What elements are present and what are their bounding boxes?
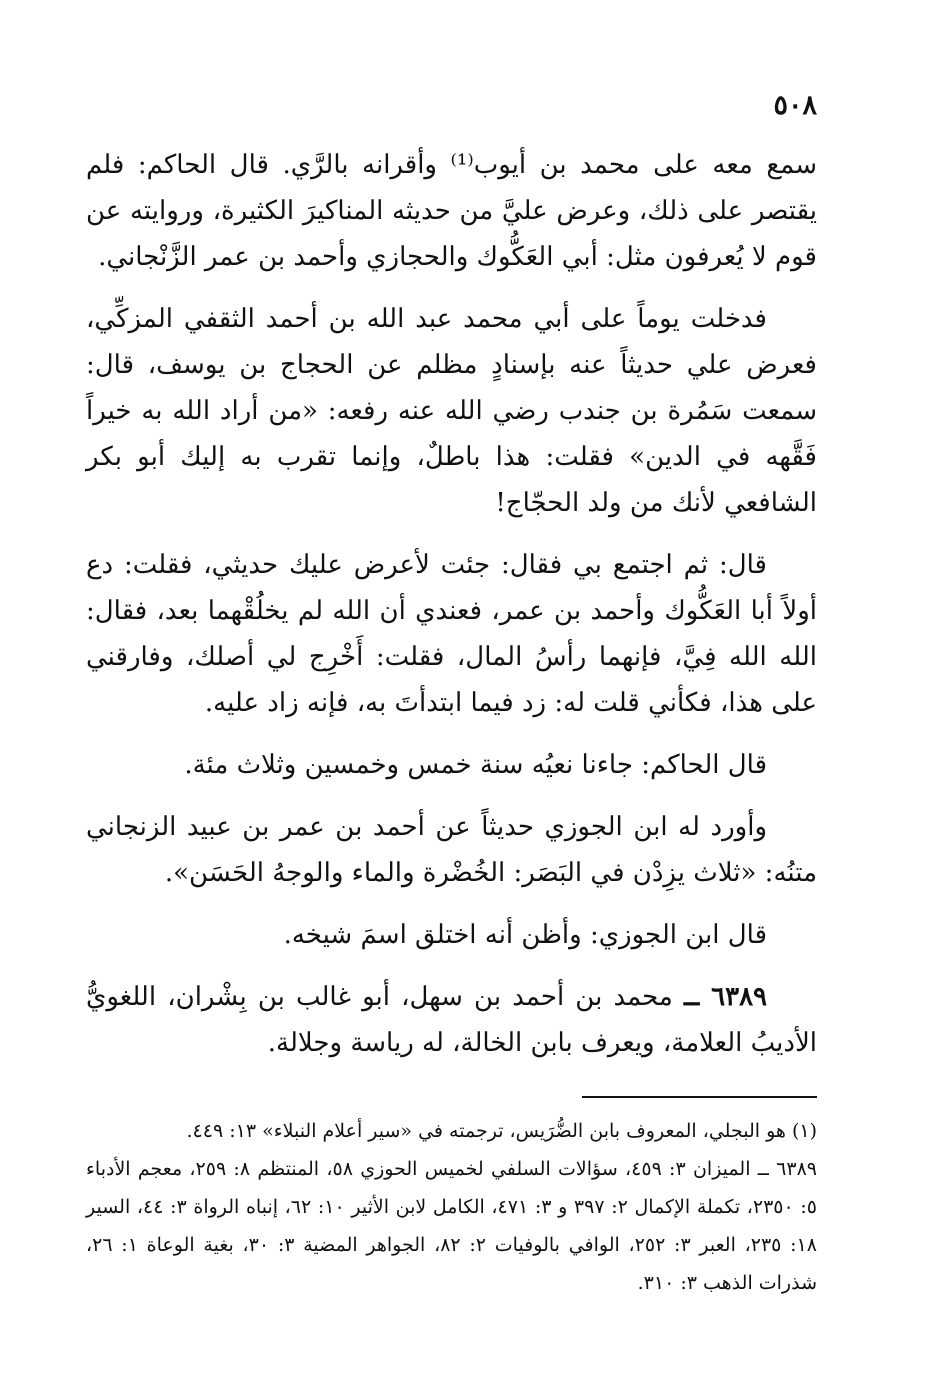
footnote-sources: ٦٣٨٩ ــ الميزان ٣: ٤٥٩، سؤالات السلفي لخميس الحوزي ٥٨، المنتظم ٨: ٢٥٩، معجم الأدباء ٥: ٢٣٥٠، تكملة الإكمال ٢: ٣٩٧ و ٣: ٤٧١، الكامل لابن الأثير ١٠: ٦٢، إنباه الرواة ٣: ٤٤، السير ١٨: ٢٣٥، العبر ٣: ٢٥٢، الوافي بالوفيات ٢: ٨٢، الجواهر المضية ٣: ٣٠، بغية الوعاة ١: ٢٦، شذرات الذهب ٣: ٣١٠. <box>86 1158 817 1295</box>
footnote: (١) هو البجلي، المعروف بابن الضُّرَيس، ترجمته في «سير أعلام النبلاء» ١٣: ٤٤٩. <box>186 1120 817 1143</box>
book-page <box>86 90 817 1302</box>
biography-entry <box>86 974 817 1066</box>
paragraph: وأورد له ابن الجوزي حديثاً عن أحمد بن عمر بن عبيد الزنجاني متنُه: «ثلاث يزِدْن في البَصَر: الخُضْرة والماء والوجهُ الحَسَن». <box>86 812 817 889</box>
paragraph: فدخلت يوماً على أبي محمد عبد الله بن أحمد الثقفي المزكِّي، فعرض علي حديثاً عنه بإسنادٍ مظلم عن الحجاج بن يوسف، قال: سمعت سَمُرة بن جندب رضي الله عنه رفعه: «من أراد الله به خيراً فَقَّهه في الدين» فقلت: هذا باطلٌ، وإنما تقرب به إليك أبو بكر الشافعي لأنك من ولد الحجّاج! <box>86 304 817 519</box>
page-number: ٥٠٨ <box>773 90 817 121</box>
paragraph-continuation: سمع معه على محمد بن أيوب⁽¹⁾ وأقرانه بالرَّي. قال الحاكم: فلم يقتصر على ذلك، وعرض عليَّ من حديثه المناكيرَ الكثيرة، وروايته عن قوم لا يُعرفون مثل: أبي العَكُّوك والحجازي وأحمد بن عمر الزَّنْجاني. <box>86 150 817 273</box>
paragraph: قال الحاكم: جاءنا نعيُه سنة خمس وخمسين وثلاث مئة. <box>184 750 767 781</box>
paragraph: قال ابن الجوزي: وأظن أنه اختلق اسمَ شيخه. <box>283 920 767 951</box>
paragraph: قال: ثم اجتمع بي فقال: جئت لأعرض عليك حديثي، فقلت: دع أولاً أبا العَكُّوك وأحمد بن عمر، فعندي أن الله لم يخلُقْهما بعد، فقال: الله الله فِيَّ، فإنهما رأسُ المال، فقلت: أَخْرِج لي أصلك، وفارقني على هذا، فكأني قلت له: زد فيما ابتدأتَ به، فإنه زاد عليه. <box>86 550 817 719</box>
entry-text: محمد بن أحمد بن سهل، أبو غالب بن بِشْران، اللغويُّ الأديبُ العلامة، ويعرف بابن الخالة، له رياسة وجلالة. <box>86 982 817 1059</box>
footnote-separator-wrap <box>86 1082 817 1112</box>
entry-number: ٦٣٨٩ ــ <box>683 982 767 1013</box>
footnotes <box>86 1112 817 1302</box>
footnote-separator <box>582 1096 817 1098</box>
